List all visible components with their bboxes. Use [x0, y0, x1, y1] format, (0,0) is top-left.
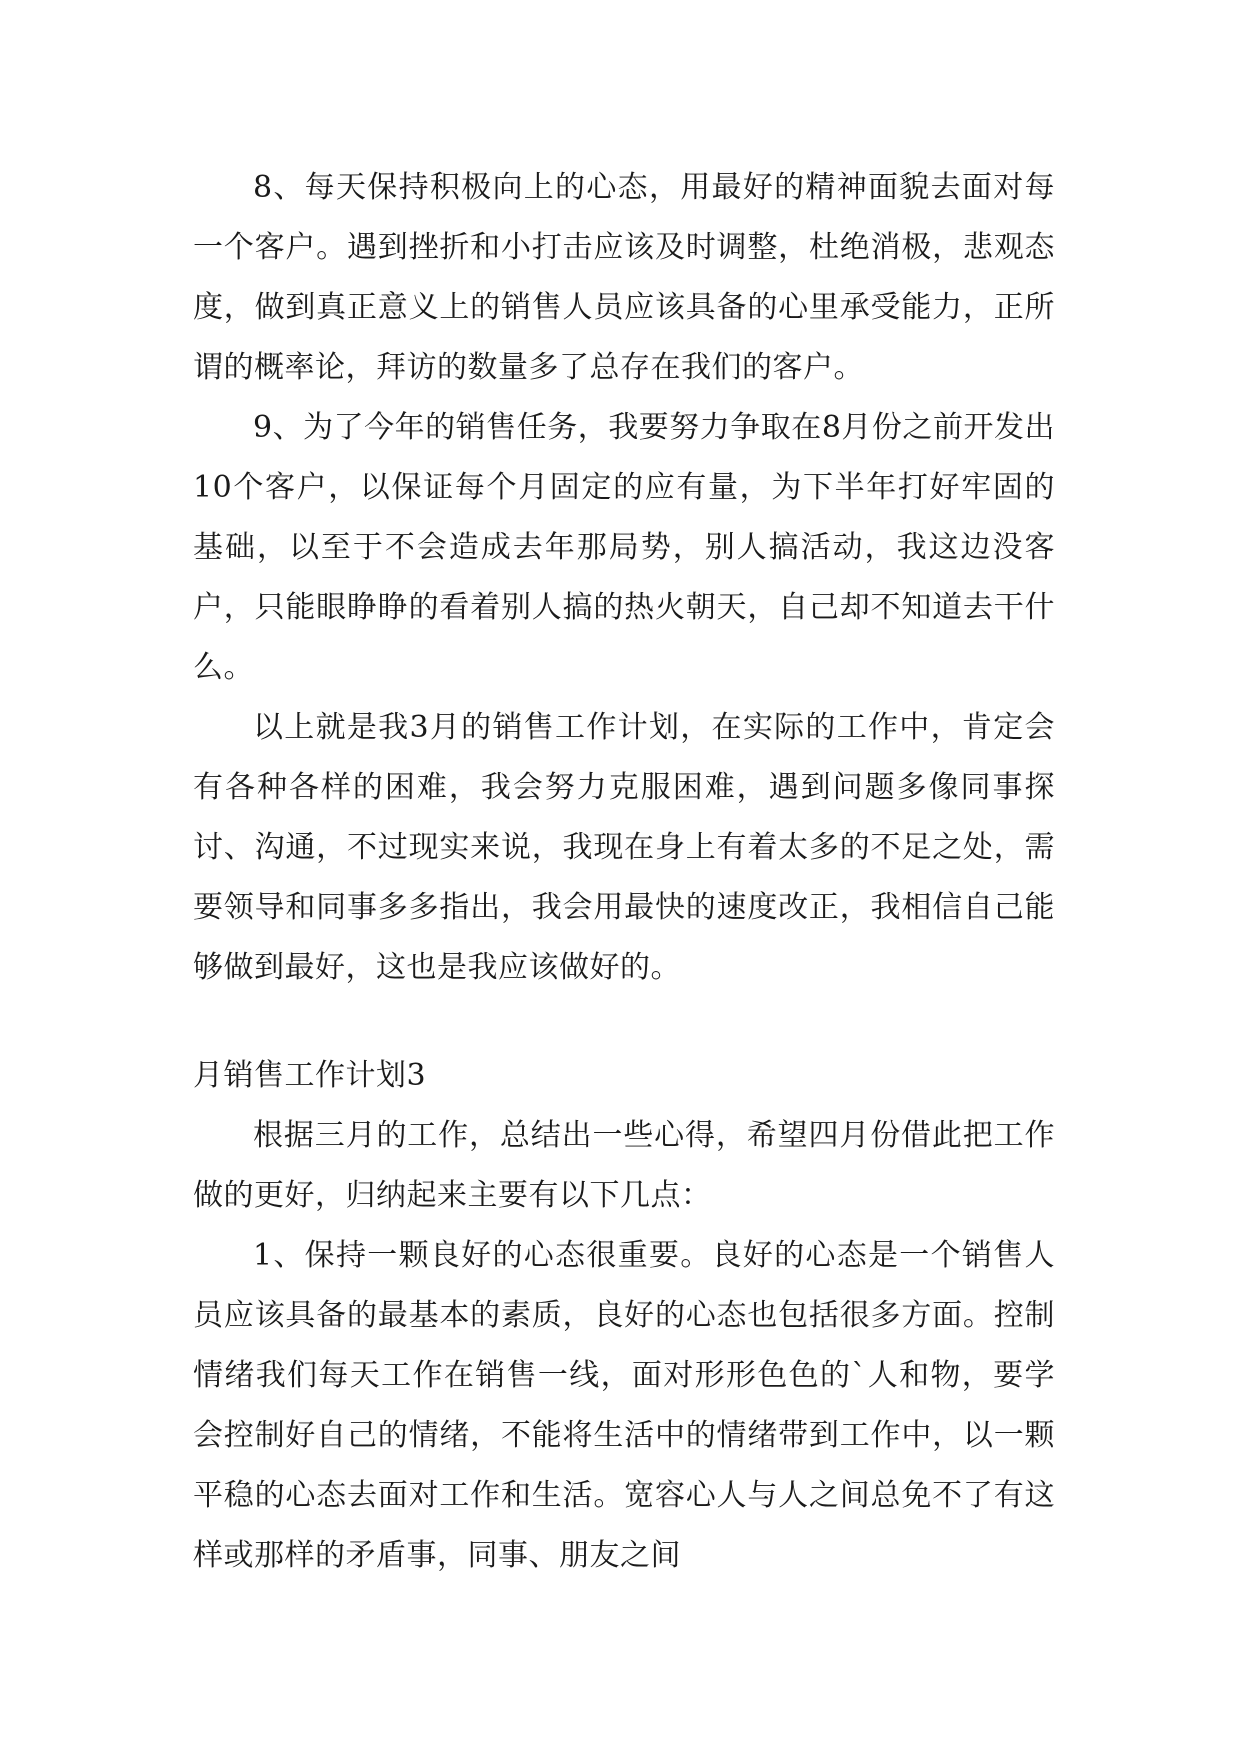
paragraph-summary: 以上就是我3月的销售工作计划，在实际的工作中，肯定会有各种各样的困难，我会努力克服困难，遇到问题多像同事探讨、沟通，不过现实来说，我现在身上有着太多的不足之处，需要领导和同事多多指出，我会用最快的速度改正，我相信自己能够做到最好，这也是我应该做好的。: [193, 710, 1055, 985]
section-title: 月销售工作计划3: [193, 1058, 427, 1093]
document-body: [193, 158, 1055, 1586]
paragraph-item-9: 9、为了今年的销售任务，我要努力争取在8月份之前开发出10个客户，以保证每个月固定的应有量，为下半年打好牢固的基础，以至于不会造成去年那局势，别人搞活动，我这边没客户，只能眼睁睁的看着别人搞的热火朝天，自己却不知道去干什么。: [193, 410, 1055, 685]
paragraph-item-1: 1、保持一颗良好的心态很重要。良好的心态是一个销售人员应该具备的最基本的素质，良好的心态也包括很多方面。控制情绪我们每天工作在销售一线，面对形形色色的`人和物，要学会控制好自己的情绪，不能将生活中的情绪带到工作中，以一颗平稳的心态去面对工作和生活。宽容心人与人之间总免不了有这样或那样的矛盾事，同事、朋友之间: [193, 1238, 1055, 1573]
paragraph-intro: 根据三月的工作，总结出一些心得，希望四月份借此把工作做的更好，归纳起来主要有以下几点：: [193, 1118, 1055, 1213]
paragraph-item-8: 8、每天保持积极向上的心态，用最好的精神面貌去面对每一个客户。遇到挫折和小打击应该及时调整，杜绝消极，悲观态度，做到真正意义上的销售人员应该具备的心里承受能力，正所谓的概率论，拜访的数量多了总存在我们的客户。: [193, 170, 1055, 385]
